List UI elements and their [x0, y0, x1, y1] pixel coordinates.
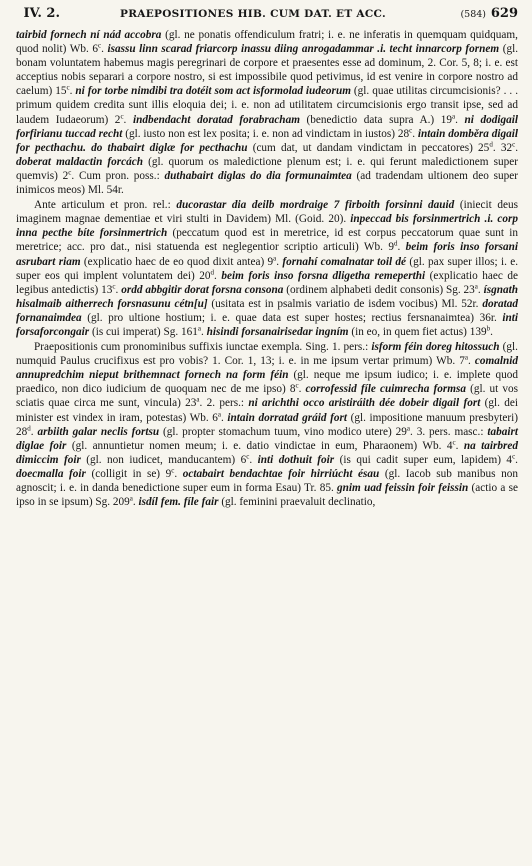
gloss-text: (is cui imperat) Sg. 161 [89, 325, 198, 338]
gloss-text: . [69, 85, 76, 98]
irish-example: duthabairt diglas do dia formunaimtea [164, 169, 352, 182]
gloss-text: . [115, 283, 122, 296]
gloss-text: (gl. bonam voluntatem habemus magis peregrinari de corpore et praesentes esse ad dominum, 2. Cor. 5, 8; i. e. est acceptius nobis separari a corpore nostro, si est impossibile quod petivimus, id est venire in corpore nostro ad caelum) 15 [16, 43, 519, 98]
gloss-text: . [221, 411, 228, 424]
irish-example: tabairt diglae foir [16, 425, 519, 452]
irish-example: isform féin doreg hitossuch [371, 341, 500, 354]
gloss-text: . [298, 383, 306, 396]
gloss-text: . Cum pron. poss.: [71, 169, 165, 182]
irish-example: corrofessid fíle cuimrecha formsa [305, 383, 466, 396]
irish-example: ni dodigail forfirianu tuccad recht [16, 113, 519, 140]
folio-superscript: d [489, 140, 493, 148]
folio-superscript: a [273, 253, 277, 262]
gloss-text: (gl. neque me ipsum iudico; i. e. implete quod praedico, non dico iudicium de quoquam nec de me ipso) 8 [16, 369, 518, 396]
gloss-text: (gl. ne ponatis offendiculum fratri; i. e. ne inferatis in quemquam quidquam, quod nolit) Wb. 6 [16, 29, 518, 56]
gloss-text: (gl. annuntietur nomen meum; i. e. datio vindictae in eum, Pharaonem) Wb. 4 [66, 439, 453, 452]
folio-superscript: c [66, 83, 70, 92]
gloss-text: . 2. pers.: [199, 397, 249, 410]
gloss-text: (is qui cadit super eum, lapidem) 4 [334, 453, 513, 466]
irish-example: na tairbred dimiccim foir [16, 439, 519, 466]
gloss-text: (ordinem alphabeti dedit consonis) Sg. 23 [283, 283, 475, 296]
folio-superscript: a [129, 494, 133, 503]
gloss-text: (explicatio haec de legibus antedictis) 13 [16, 269, 519, 296]
irish-example: arbiith galar neclis fortsu [37, 425, 160, 438]
folio-superscript: c [512, 452, 516, 461]
folio-superscript: c [295, 381, 299, 390]
folio-superscript: a [217, 409, 221, 418]
folio-superscript: a [406, 423, 411, 432]
irish-example: intain domběra digail for pecthachu. do thabairt diglæ for pecthachu [16, 127, 519, 154]
gloss-text: . 32 [492, 141, 513, 154]
irish-example: comalnid annupredchim nieput brithemnact fornech na form féin [16, 355, 519, 382]
header-reference: (584) [460, 9, 486, 20]
folio-superscript: a [452, 111, 456, 120]
gloss-text: (gl. dei minister est vindex in iram, potestas) Wb. 6 [16, 397, 518, 424]
gloss-text: . [132, 496, 139, 509]
folio-superscript: a [196, 395, 200, 404]
gloss-text: (gl. quae utilitas circumcisionis? . . . primum quidem credita sunt illis eloquia dei; i. e. non ad utilitatem circumcisionis ergo transit ipse, sed ad laudem Iudaeorum) 2 [16, 85, 519, 126]
folio-superscript: d [27, 423, 31, 432]
gloss-text: (explicatio haec de eo quod dixit antea) 9 [80, 255, 274, 268]
gloss-text: (benedictio data supra A.) 19 [299, 113, 452, 126]
gloss-text: . [249, 453, 258, 466]
folio-superscript: c [246, 452, 250, 461]
irish-example: fornahí comalnatar toil dé [282, 255, 407, 268]
paragraph-3 [16, 340, 518, 509]
irish-example: inti dothuit foir [257, 453, 335, 466]
gloss-text: . [214, 269, 222, 282]
paragraph-1 [16, 28, 518, 197]
irish-example: ni for torbe nimdibi tra dotéit som act isformolad iudeorum [75, 85, 351, 98]
folio-superscript: a [197, 324, 201, 333]
irish-example: ducorastar dia deilb mordraige 7 firboith forsinni dauid [176, 199, 455, 212]
irish-example: intain dorratad gráid fort [227, 411, 348, 424]
irish-example: isassu linn scarad friarcorp inassu diing anrogadammar .i. techt innarcorp fornem [107, 43, 500, 56]
gloss-text: Praepositionis cum pronominibus suffixis iunctae exempla. Sing. 1. pers.: [34, 341, 372, 354]
gloss-text: (gl. iusto non est lex posita; i. e. non ad vindictam in iustos) 28 [122, 127, 410, 140]
irish-example: hisindi forsanairisedar ingním [206, 325, 349, 338]
gloss-text: Ante articulum et pron. rel.: [34, 199, 177, 212]
irish-example: ordd abbgitir dorat forsna consona [121, 283, 284, 296]
running-header [16, 6, 518, 28]
irish-example: doecmalla foir [16, 467, 86, 480]
gloss-text: . [200, 325, 207, 338]
paragraph-2 [16, 198, 518, 339]
irish-example: ni arichthi occo aristiráith dée dobeir digail fort [248, 397, 481, 410]
gloss-text: . [468, 355, 475, 368]
gloss-text: (ad tradendam ultionem deo super inimicos meos) Ml. 54r. [16, 169, 518, 197]
gloss-text: (gl. feminini praevaluit declinatio, [218, 496, 376, 509]
folio-superscript: c [112, 281, 116, 290]
irish-example: tairbid fornech ní nád accobra [16, 29, 162, 41]
irish-example: octabairt bendachtae foir hirriúcht ésau [182, 467, 380, 480]
gloss-text: . [30, 425, 38, 438]
gloss-text: (gl. quorum os maledictione plenum est; i. e. qui ferunt maledictionem super quemvis) 2 [16, 155, 518, 182]
gloss-text: . [477, 283, 484, 296]
gloss-text: (gl. pax super illos; i. e. super eos qui implent voluntatem dei) 20 [16, 255, 519, 282]
gloss-text: (gl. pro ultione hostium; i. e. quae data est super hostes; rectius fersnanaimtea) 36r. [81, 311, 503, 324]
irish-example: doratad fornanaimdea [16, 297, 518, 324]
folio-superscript: c [120, 111, 124, 120]
irish-example: indbendacht doratad forabracham [132, 113, 300, 126]
page-body [16, 28, 518, 509]
folio-superscript: c [171, 466, 175, 475]
gloss-text: (gl. non iudicet, manducantem) 6 [80, 453, 247, 466]
gloss-text: (in eo, in quem fiet actus) 139 [348, 325, 487, 338]
irish-example: beim foris inso forsna dligetha remeperthi [221, 269, 426, 282]
irish-example: gnim uad feissin foir feissin [337, 482, 469, 494]
folio-superscript: a [474, 281, 478, 290]
gloss-text: (actio a se ipso in se ipsum) Sg. 209 [16, 482, 518, 509]
gloss-text: . [123, 113, 133, 126]
gloss-text: . [412, 127, 418, 140]
gloss-text: (usitata est in psalmis variatio de isdem vocibus) Ml. 52r. [207, 297, 483, 310]
gloss-text: . [174, 467, 183, 480]
gloss-text: . [515, 141, 518, 154]
folio-superscript: d [393, 239, 398, 248]
folio-superscript: c [409, 125, 413, 134]
folio-superscript: b [486, 324, 491, 333]
folio-superscript: c [512, 140, 516, 148]
gloss-text: . [276, 255, 283, 268]
gloss-text: (gl. ut vos sciatis quae circa me sunt, vincula) 23 [16, 383, 518, 410]
irish-example: ísgnath hisalmaib aitherrech forsnasunu cétn[u] [16, 283, 519, 310]
gloss-text: . [101, 43, 108, 56]
header-title: PRAEPOSITIONES HIB. CUM DAT. ET ACC. [120, 8, 386, 20]
gloss-text: (iniecit deus imaginem magnae dementiae et viri stulti in Davidem) Ml. (Goid. 20). [16, 199, 518, 226]
page-number: 629 [490, 6, 518, 21]
folio-superscript: c [68, 168, 72, 177]
folio-superscript: a [464, 353, 468, 362]
gloss-text: . [397, 241, 406, 254]
gloss-text: . 3. pers. masc.: [410, 425, 488, 438]
gloss-text: (gl. Iacob sub manibus non agnoscit; i. e. in danda benedictione super eum in forma Esau) Tr. 85. [16, 467, 518, 494]
irish-example: inpeccad bis forsinmertrich .i. corp inna pecthe bíte forsinmertrich [16, 213, 519, 240]
irish-example: inti forsaforcongair [16, 311, 518, 338]
gloss-text: . [455, 113, 465, 126]
irish-example: beim foris inso forsani asrubart riam [16, 241, 518, 268]
gloss-text: (gl. propter stomachum tuum, vino modico utere) 29 [159, 425, 407, 438]
folio-superscript: d [210, 267, 215, 276]
gloss-text: (gl. numquid Paulus crucifixus est pro vobis? 1. Cor. 1, 13; i. e. in me ipsum vertar primum) Wb. 7 [16, 341, 518, 368]
gloss-text: (peccatum quod est in meretrice, id est corpus peccatorum quae sunt in meretrice; acc. pro dat., nisi statuenda est neglegentior scriptio articuli) Wb. 9 [16, 227, 519, 254]
folio-superscript: c [97, 41, 102, 50]
gloss-text: (colligit in se) 9 [85, 467, 172, 480]
gloss-text: . [515, 453, 518, 466]
gloss-text: (cum dat, ut dandam vindictam in peccatores) 25 [247, 141, 490, 154]
gloss-text: . [455, 439, 464, 452]
folio-superscript: c [452, 437, 456, 446]
irish-example: doberat maldactin forcách [16, 155, 144, 168]
gloss-text: (gl. impositione manuum presbyteri) 28 [16, 411, 518, 438]
irish-example: isdíl fem. fíle fair [138, 496, 219, 509]
gloss-text: . [490, 325, 493, 338]
section-number: IV. 2. [23, 6, 60, 21]
